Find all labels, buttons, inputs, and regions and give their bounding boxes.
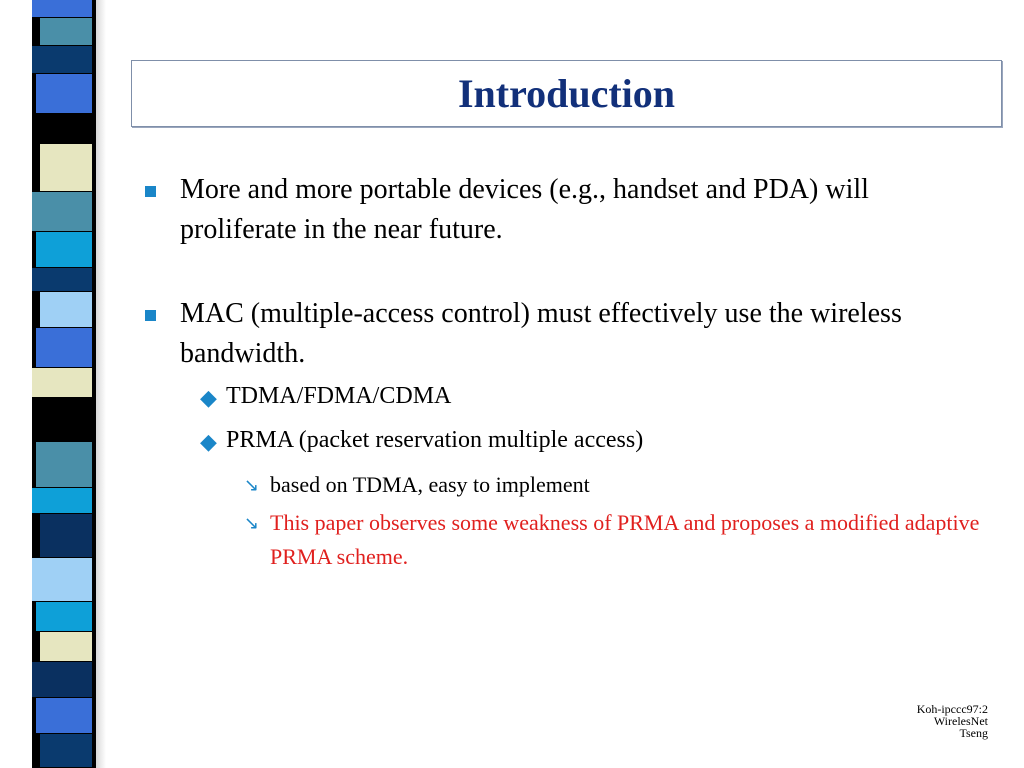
strip-block — [36, 232, 92, 268]
strip-block — [40, 514, 92, 558]
bullet-level3 — [140, 468, 990, 502]
strip-block — [40, 292, 92, 328]
bullet-text: More and more portable devices (e.g., handset and PDA) will proliferate in the near future. — [180, 174, 869, 245]
footer — [917, 703, 988, 739]
bullet-text: based on TDMA, easy to implement — [270, 472, 590, 497]
bullet-level1 — [140, 170, 990, 250]
strip-block — [32, 268, 92, 292]
bullet-text-highlight: This paper observes some weakness of PRMA and proposes a modified adaptive PRMA scheme. — [270, 510, 980, 569]
footer-line: WirelesNet — [933, 714, 988, 728]
bullet-text: MAC (multiple-access control) must effectively use the wireless bandwidth. — [180, 298, 902, 369]
strip-block — [32, 488, 92, 514]
bullet-level3 — [140, 506, 990, 574]
strip-block — [36, 602, 92, 632]
strip-block — [36, 442, 92, 488]
bullet-level2 — [140, 424, 990, 456]
strip-block — [40, 144, 92, 192]
strip-block — [40, 398, 92, 442]
diamond-bullet-icon: ◆ — [200, 386, 217, 411]
bullet-text: PRMA (packet reservation multiple access) — [226, 427, 644, 453]
slide-title: Introduction — [457, 70, 676, 116]
square-bullet-icon — [145, 186, 156, 197]
decorative-strip-shadow — [96, 0, 106, 768]
strip-block — [32, 558, 92, 602]
strip-block — [32, 114, 92, 144]
diamond-bullet-icon: ◆ — [200, 430, 217, 455]
strip-block — [32, 662, 92, 698]
bullet-level2 — [140, 380, 990, 412]
strip-block — [40, 18, 92, 46]
footer-line: Tseng — [959, 726, 988, 740]
bullet-text: TDMA/FDMA/CDMA — [226, 383, 452, 409]
bullet-level1 — [140, 294, 990, 374]
strip-block — [40, 632, 92, 662]
title-box — [131, 60, 1002, 127]
arrow-bullet-icon: ↘ — [244, 513, 260, 534]
square-bullet-icon — [145, 310, 156, 321]
strip-block — [36, 74, 92, 114]
strip-block — [32, 0, 92, 18]
arrow-bullet-icon: ↘ — [244, 475, 260, 496]
strip-block — [36, 698, 92, 734]
strip-block — [32, 368, 92, 398]
decorative-strip — [32, 0, 104, 768]
strip-block — [36, 328, 92, 368]
slide-body — [140, 170, 990, 578]
strip-block — [32, 192, 92, 232]
strip-block — [32, 46, 92, 74]
footer-line: Koh-ipccc97:2 — [916, 702, 988, 716]
strip-block — [40, 734, 92, 768]
